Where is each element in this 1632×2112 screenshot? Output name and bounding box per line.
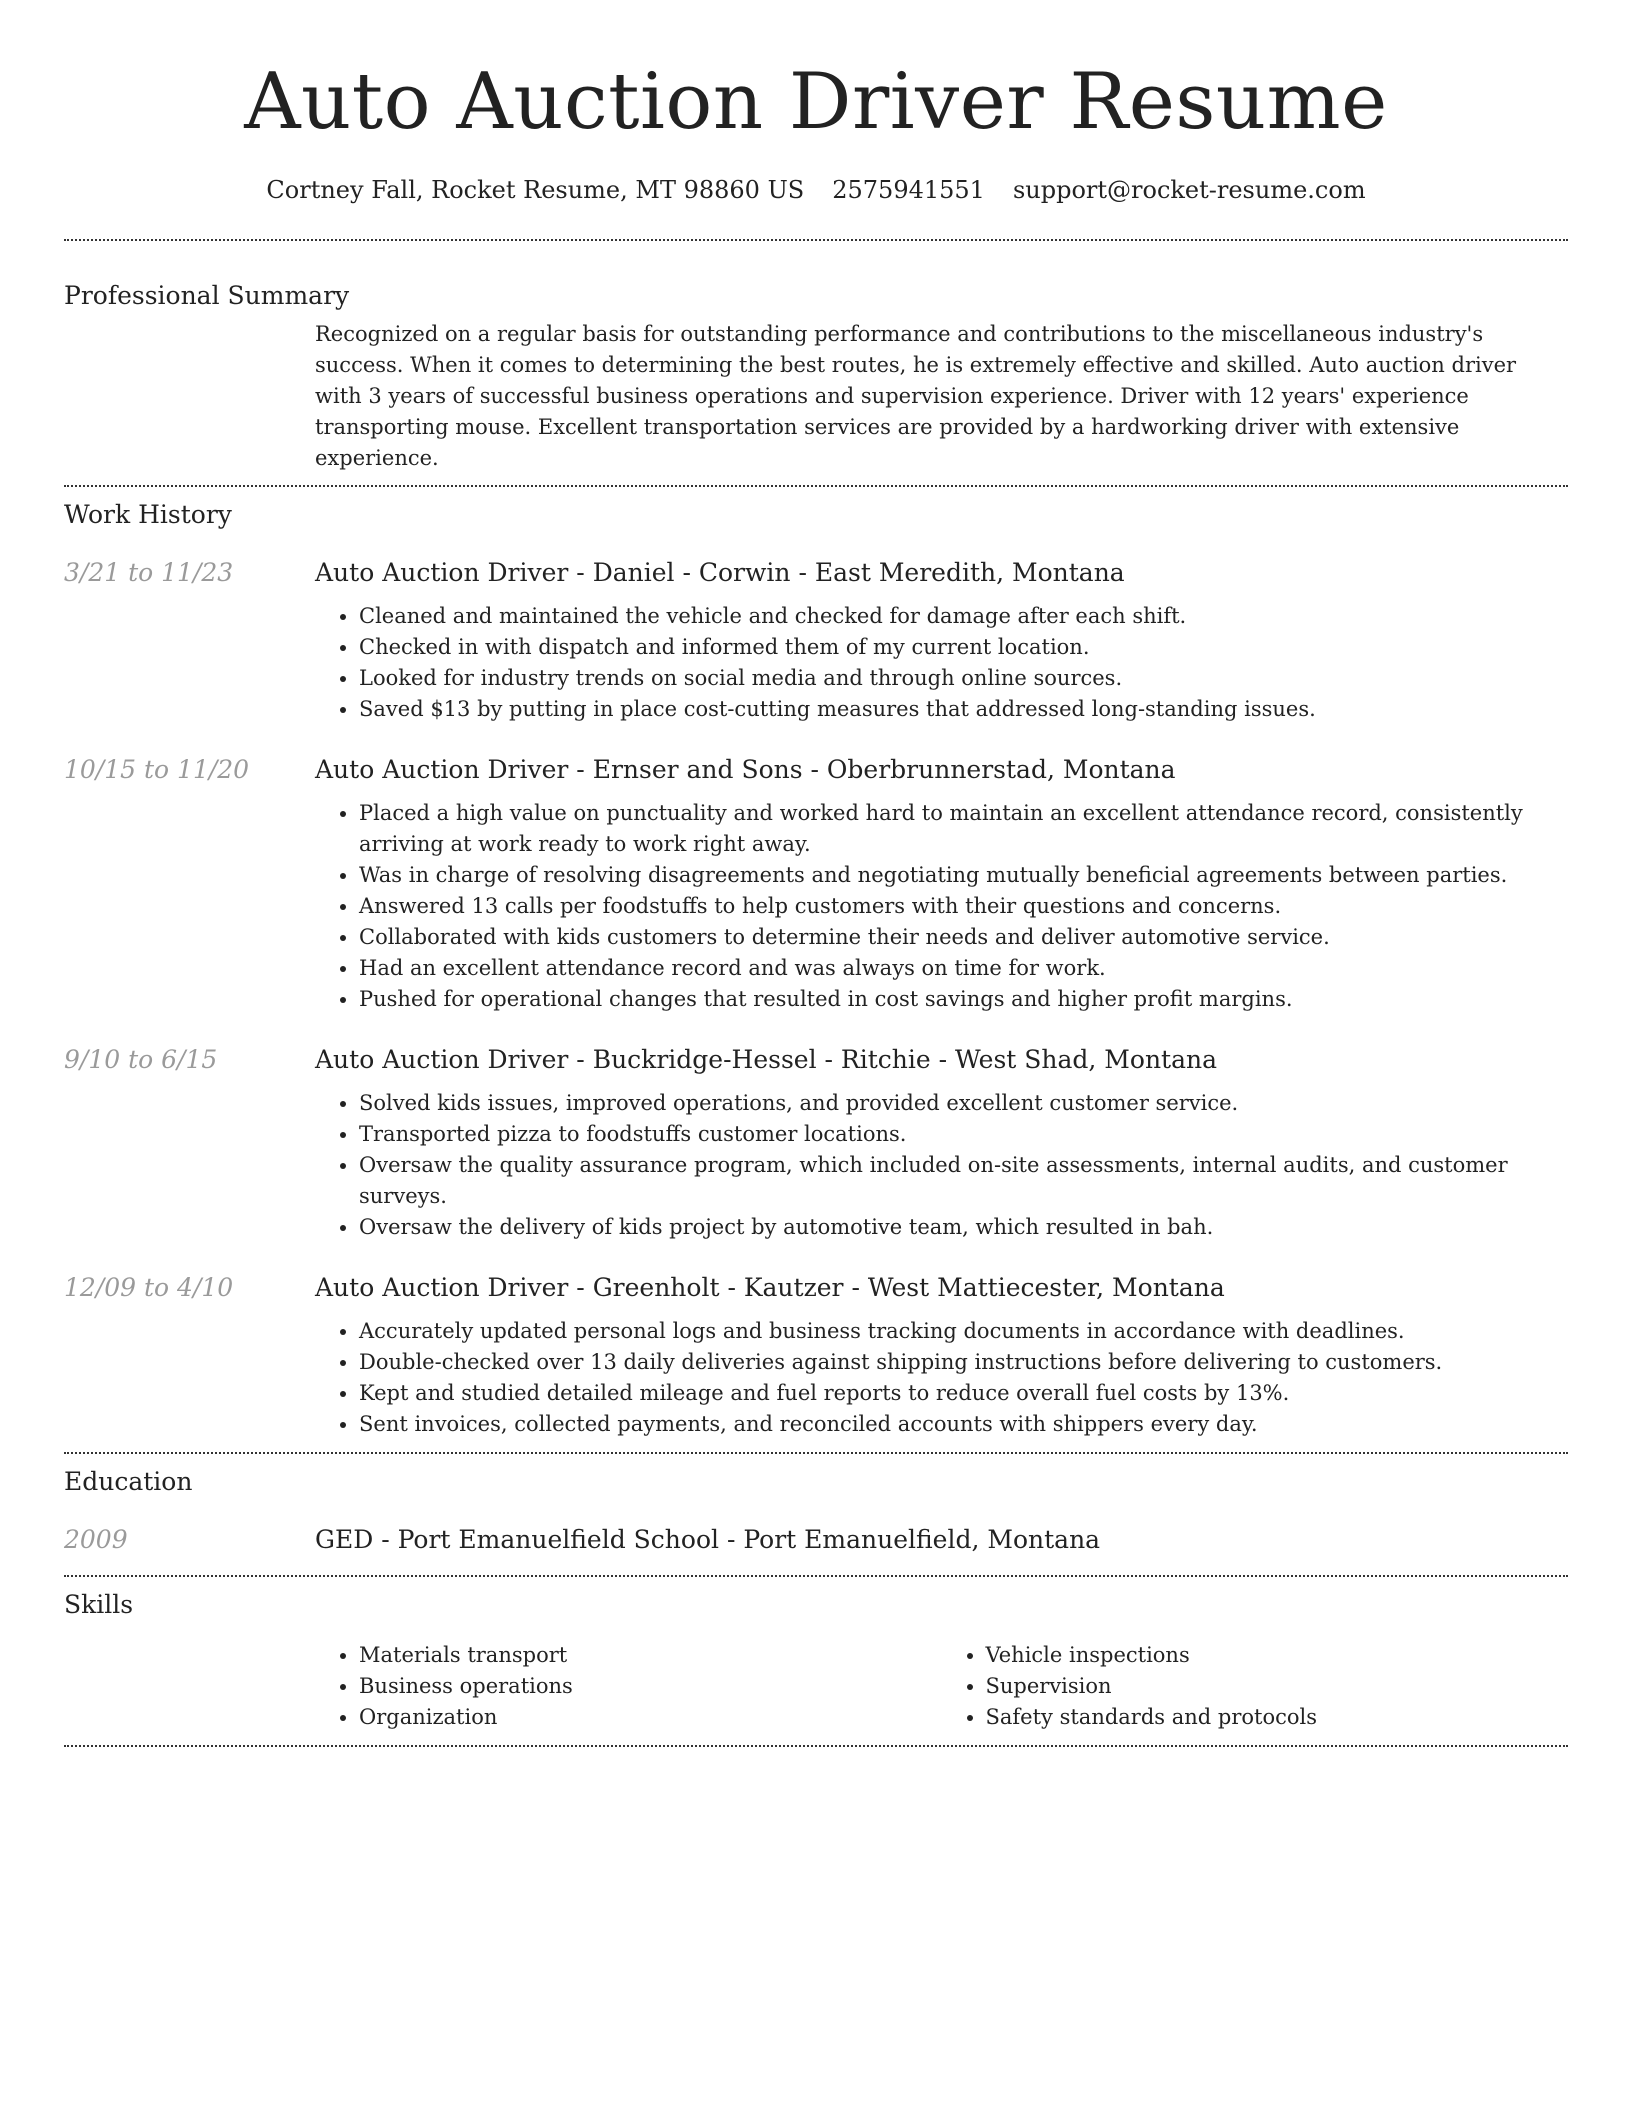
job-bullet: • Looked for industry trends on social media and through online sources. (359, 663, 1568, 694)
job-bullets (315, 601, 1568, 725)
contact-line (64, 174, 1568, 206)
education-section (64, 1454, 1568, 1557)
job-bullet: • Placed a high value on punctuality and worked hard to maintain an excellent attendance record, consistently arriving at work ready to work right away. (359, 798, 1568, 860)
job-entry (64, 556, 1568, 725)
skills-list-right (942, 1640, 1569, 1733)
summary-heading: Professional Summary (64, 281, 350, 310)
job-bullets (315, 798, 1568, 1015)
work-section (64, 487, 1568, 1440)
education-entry (64, 1523, 1568, 1557)
job-bullets (315, 1088, 1568, 1243)
education-year: 2009 (64, 1525, 128, 1554)
skill-item: • Organization (359, 1702, 942, 1733)
job-bullet: • Cleaned and maintained the vehicle and checked for damage after each shift. (359, 601, 1568, 632)
job-dates: 12/09 to 4/10 (64, 1273, 234, 1302)
work-heading: Work History (64, 500, 232, 529)
summary-text: Recognized on a regular basis for outstanding performance and contributions to the miscellaneous industry's success. When it comes to determining the best routes, he is extremely effective and skilled. Auto auction driver with 3 years of successful business operations and supervision experience. Driver with 12 years' experience transporting mouse. Excellent transportation services are provided by a hardworking driver with extensive experience. (315, 322, 1517, 470)
job-bullet: • Checked in with dispatch and informed them of my current location. (359, 632, 1568, 663)
contact-address: Cortney Fall, Rocket Resume, MT 98860 US (266, 176, 805, 204)
job-bullet: • Saved $13 by putting in place cost-cutting measures that addressed long-standing issues. (359, 694, 1568, 725)
education-heading: Education (64, 1467, 193, 1496)
skill-item: • Vehicle inspections (986, 1640, 1569, 1671)
job-title: Auto Auction Driver - Buckridge-Hessel - Ritchie - West Shad, Montana (315, 1045, 1218, 1074)
job-bullet: • Oversaw the delivery of kids project by automotive team, which resulted in bah. (359, 1212, 1568, 1243)
skills-divider (64, 1745, 1568, 1747)
job-title: Auto Auction Driver - Ernser and Sons - Oberbrunnerstad, Montana (315, 755, 1176, 784)
skill-item: • Safety standards and protocols (986, 1702, 1569, 1733)
job-bullet: • Accurately updated personal logs and business tracking documents in accordance with deadlines. (359, 1316, 1568, 1347)
job-bullet: • Transported pizza to foodstuffs customer locations. (359, 1119, 1568, 1150)
job-entry (64, 753, 1568, 1015)
job-bullet: • Oversaw the quality assurance program, which included on-site assessments, internal audits, and customer surveys. (359, 1150, 1568, 1212)
resume-page (64, 0, 1568, 1747)
job-bullet: • Kept and studied detailed mileage and fuel reports to reduce overall fuel costs by 13%. (359, 1378, 1568, 1409)
skills-heading: Skills (64, 1590, 134, 1619)
job-entry (64, 1271, 1568, 1440)
job-bullet: • Sent invoices, collected payments, and reconciled accounts with shippers every day. (359, 1409, 1568, 1440)
job-title: Auto Auction Driver - Daniel - Corwin - East Meredith, Montana (315, 558, 1125, 587)
resume-title: Auto Auction Driver Resume (244, 57, 1388, 147)
job-bullet: • Pushed for operational changes that resulted in cost savings and higher profit margins. (359, 984, 1568, 1015)
skill-item: • Business operations (359, 1671, 942, 1702)
skill-item: • Supervision (986, 1671, 1569, 1702)
job-bullet: • Was in charge of resolving disagreements and negotiating mutually beneficial agreements between parties. (359, 860, 1568, 891)
job-bullets (315, 1316, 1568, 1440)
education-title: GED - Port Emanuelfield School - Port Emanuelfield, Montana (315, 1525, 1101, 1554)
skills-section (64, 1577, 1568, 1733)
contact-email: support@rocket-resume.com (1012, 176, 1366, 204)
job-dates: 10/15 to 11/20 (64, 755, 250, 784)
job-bullet: • Answered 13 calls per foodstuffs to help customers with their questions and concerns. (359, 891, 1568, 922)
job-bullet: • Collaborated with kids customers to determine their needs and deliver automotive service. (359, 922, 1568, 953)
job-dates: 3/21 to 11/23 (64, 558, 234, 587)
job-bullet: • Solved kids issues, improved operations, and provided excellent customer service. (359, 1088, 1568, 1119)
contact-phone: 2575941551 (832, 176, 985, 204)
skill-item: • Materials transport (359, 1640, 942, 1671)
summary-section (64, 241, 1568, 474)
job-bullet: • Double-checked over 13 daily deliveries against shipping instructions before delivering to customers. (359, 1347, 1568, 1378)
skills-columns (315, 1640, 1568, 1733)
skills-list-left (315, 1640, 942, 1733)
job-bullet: • Had an excellent attendance record and was always on time for work. (359, 953, 1568, 984)
job-dates: 9/10 to 6/15 (64, 1045, 218, 1074)
job-title: Auto Auction Driver - Greenholt - Kautzer - West Mattiecester, Montana (315, 1273, 1225, 1302)
job-entry (64, 1043, 1568, 1243)
